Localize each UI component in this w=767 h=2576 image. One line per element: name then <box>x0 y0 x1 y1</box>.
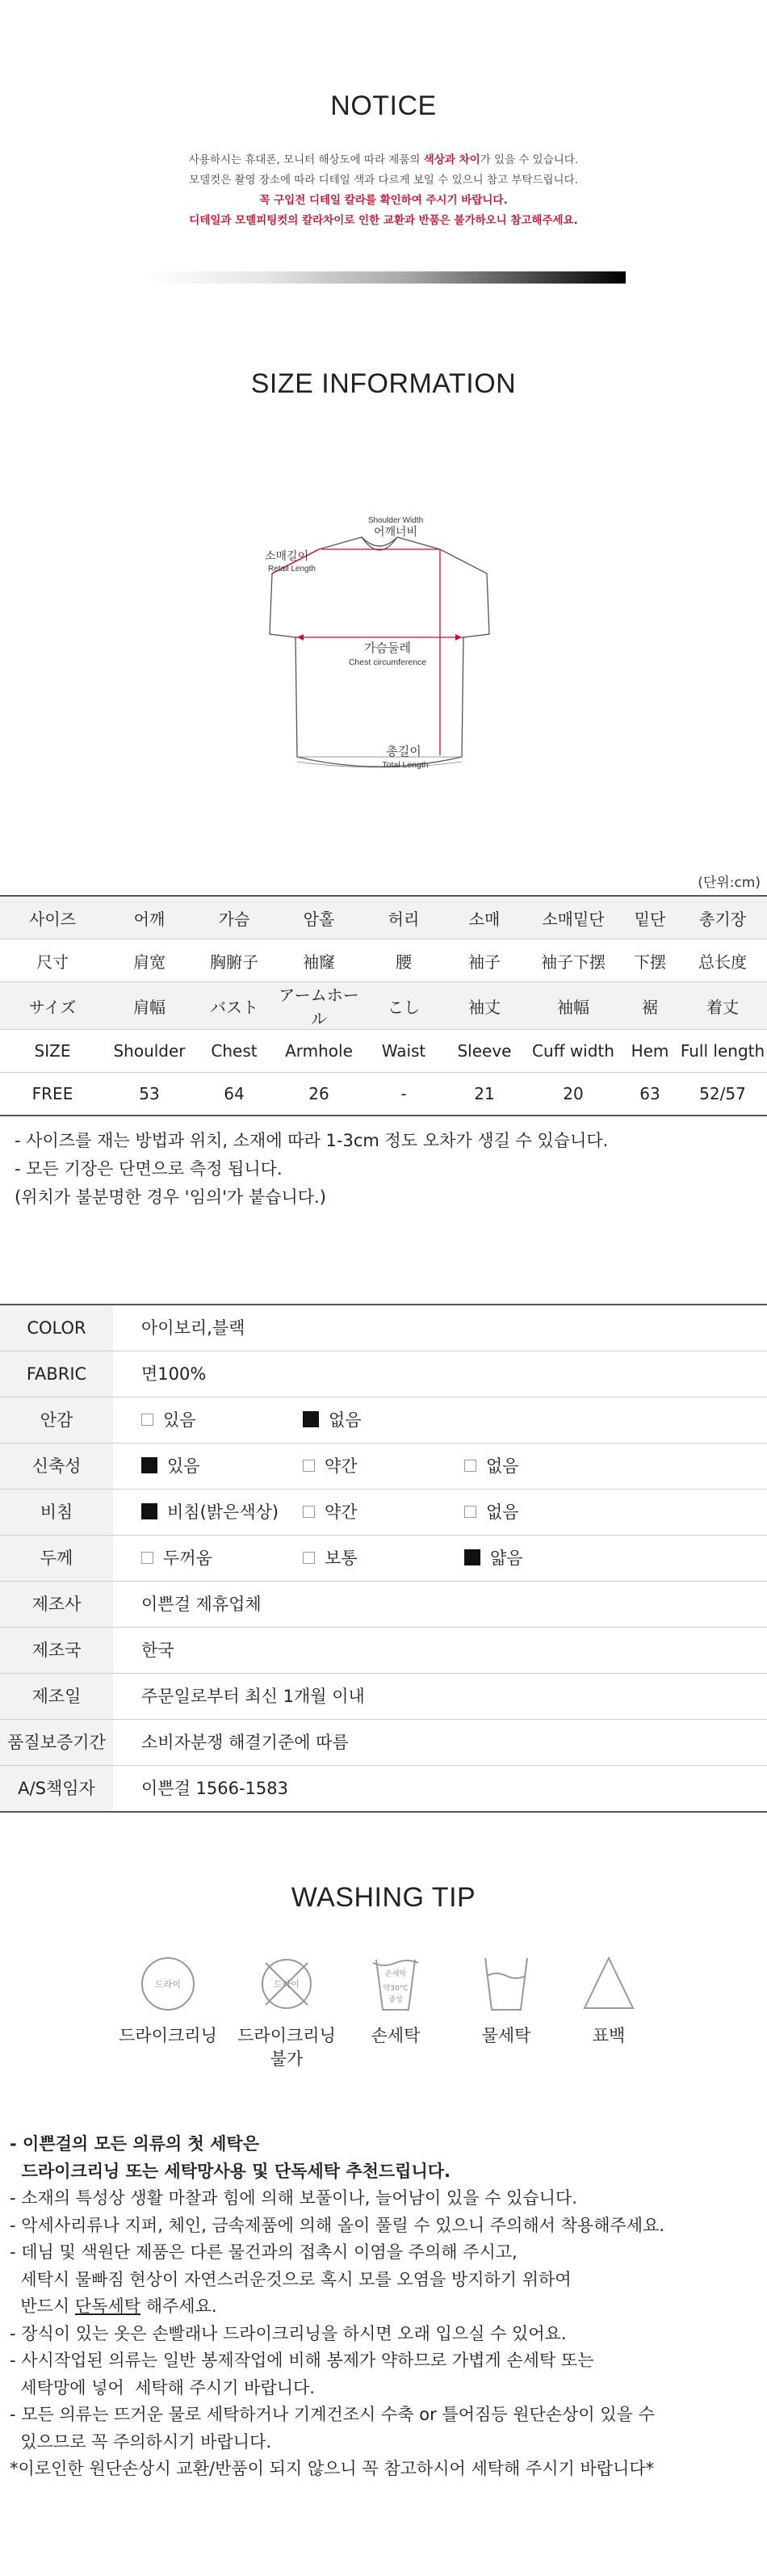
sheer-option-1: 비침(밝은색상) <box>141 1490 279 1535</box>
lining-option-2: 없음 <box>303 1397 362 1443</box>
chest-kr-label: 가슴둘레 <box>364 641 411 655</box>
total-kr-label: 총길이 <box>386 744 421 759</box>
info-row-as: A/S책임자 이쁜걸 1566-1583 <box>0 1766 767 1813</box>
water-wash-icon <box>476 1953 537 2015</box>
info-row-lining: 안감 있음 없음 <box>0 1397 767 1443</box>
product-info-table <box>0 1304 767 1813</box>
wash-item-bleach: 표백 <box>552 1953 665 2048</box>
size-row-kr: 사이즈 어깨 가슴 암홀 허리 소매 소매밑단 밑단 총기장 <box>0 896 767 939</box>
info-row-color: COLOR 아이보리,블랙 <box>0 1304 767 1351</box>
hand-wash-icon <box>365 1953 426 2015</box>
sheer-option-3: 없음 <box>464 1490 519 1535</box>
size-table <box>0 895 767 1116</box>
washing-instructions: - 이쁜걸의 모든 의류의 첫 세탁은 드라이크리닝 또는 세탁망사용 및 단독세탁 추천드립니다. - 소재의 특성상 생활 마찰과 힘에 의해 보풀이나, 늘어남이 있을 수 있습니다. - 악세사리류나 지퍼, 체인, 금속제품에 의해 올이 풀릴 수 있으니 주의해서 착용해주세요. - 데님 및 색원단 제품은 다른 물건과의 접촉시 이염을 주의해 주시고, 세탁시 물빠짐 현상이 자연스러운것으로 혹시 모를 오염을 방지하기 위하여 반드시 단독세탁 해주세요. - 장식이 있는 옷은 손빨래나 드라이크리닝을 하시면 오래 입으실 수 있어요. - 사시작업된 의류는 일반 봉제작업에 비해 봉제가 약하므로 가볍게 손세탁 또는 세탁망에 넣어 세탁해 주시기 바랍니다. - 모든 의류는 뜨거운 물로 세탁하거나 기계건조시 수축 or 틀어짐등 원단손상이 있을 수 있으므로 꼭 주의하시기 바랍니다. *이로인한 원단손상시 교환/반품이 되지 않으니 꼭 참고하시어 세탁해 주시기 바랍니다* <box>10 2134 665 2478</box>
total-en-label: Total Length <box>382 760 429 770</box>
size-notes <box>15 1127 608 1212</box>
color-gradient-bar <box>145 271 626 284</box>
wash-item-hand-wash: 손세탁 약30°C 중성 손세탁 <box>339 1953 452 2048</box>
thickness-option-1: 두꺼움 <box>141 1536 212 1581</box>
info-row-warranty: 품질보증기간 소비자분쟁 해결기준에 따름 <box>0 1720 767 1766</box>
info-row-date: 제조일 주문일로부터 최신 1개월 이내 <box>0 1674 767 1720</box>
notice-title: NOTICE <box>330 90 437 121</box>
size-row-jp: サイズ 肩幅 バスト アームホール こし 袖丈 袖幅 裾 着丈 <box>0 982 767 1030</box>
thickness-option-3: 얇음 <box>464 1536 523 1581</box>
lining-option-1: 있음 <box>141 1397 196 1443</box>
sheer-option-2: 약간 <box>303 1490 358 1535</box>
bleach-icon <box>578 1953 639 2015</box>
stretch-option-2: 약간 <box>303 1443 358 1489</box>
info-row-thickness: 두께 두꺼움 보통 얇음 <box>0 1536 767 1582</box>
notice-line-3: 꼭 구입전 디테일 칼라를 확인하여 주시기 바랍니다. <box>259 194 508 207</box>
wash-item-no-dry-clean: 드라이 드라이크리닝 불가 <box>230 1953 343 2071</box>
no-dry-clean-icon <box>256 1953 317 2015</box>
info-row-country: 제조국 한국 <box>0 1628 767 1674</box>
thickness-option-2: 보통 <box>303 1536 358 1581</box>
svg-text:드라이: 드라이 <box>274 1979 300 1990</box>
info-row-maker: 제조사 이쁜걸 제휴업체 <box>0 1582 767 1628</box>
sleeve-kr-label: 소매길이 <box>265 550 309 563</box>
stretch-option-1: 있음 <box>141 1443 200 1489</box>
unit-label: (단위:cm) <box>698 875 761 891</box>
size-note-2: - 모든 기장은 단면으로 측정 됩니다. <box>15 1159 283 1179</box>
size-row-free: FREE 53 64 26 - 21 20 63 52/57 <box>0 1073 767 1116</box>
size-note-1: - 사이즈를 재는 방법과 위치, 소재에 따라 1-3cm 정도 오차가 생길 수 있습니다. <box>15 1131 609 1150</box>
tshirt-size-diagram <box>258 505 501 784</box>
info-row-fabric: FABRIC 면100% <box>0 1351 767 1397</box>
svg-text:드라이: 드라이 <box>155 1979 181 1990</box>
notice-line-2: 모델컷은 촬영 장소에 따라 디테일 색과 다르게 보일 수 있으니 참고 부탁드립니다. <box>189 174 578 187</box>
chest-en-label: Chest circumference <box>348 658 427 667</box>
notice-line-1: 사용하시는 휴대폰, 모니터 해상도에 따라 제품의 색상과 차이가 있을 수 있습니다. <box>188 153 579 166</box>
svg-text:손세탁: 손세탁 <box>384 1970 407 1978</box>
size-row-en: SIZE Shoulder Chest Armhole Waist Sleeve Cuff width Hem Full length <box>0 1030 767 1073</box>
wash-item-dry-clean: 드라이 드라이크리닝 <box>111 1953 224 2048</box>
svg-text:약30°C: 약30°C <box>383 1985 409 1993</box>
washing-tip-title: WASHING TIP <box>291 1882 476 1913</box>
size-note-3: (위치가 불분명한 경우 '임의'가 붙습니다.) <box>15 1187 326 1207</box>
sleeve-en-label: Retail Length <box>268 565 316 574</box>
size-info-title: SIZE INFORMATION <box>250 368 517 399</box>
info-row-sheer: 비침 비침(밝은색상) 약간 없음 <box>0 1490 767 1536</box>
notice-text <box>0 150 767 231</box>
dry-clean-icon <box>137 1953 199 2015</box>
wash-item-water-wash: 물세탁 <box>450 1953 563 2048</box>
svg-text:중성: 중성 <box>388 1996 403 2004</box>
notice-line-4: 디테일과 모델피팅컷의 칼라차이로 인한 교환과 반품은 불가하오니 참고해주세요. <box>189 214 578 227</box>
shoulder-kr-label: 어깨너비 <box>373 526 418 539</box>
stretch-option-3: 없음 <box>464 1443 519 1489</box>
info-row-stretch: 신축성 있음 약간 없음 <box>0 1443 767 1490</box>
shoulder-en-label: Shoulder Width <box>367 516 424 525</box>
size-row-cn: 尺寸 肩宽 胸腑子 袖窿 腰 袖子 袖子下摆 下摆 总长度 <box>0 939 767 982</box>
